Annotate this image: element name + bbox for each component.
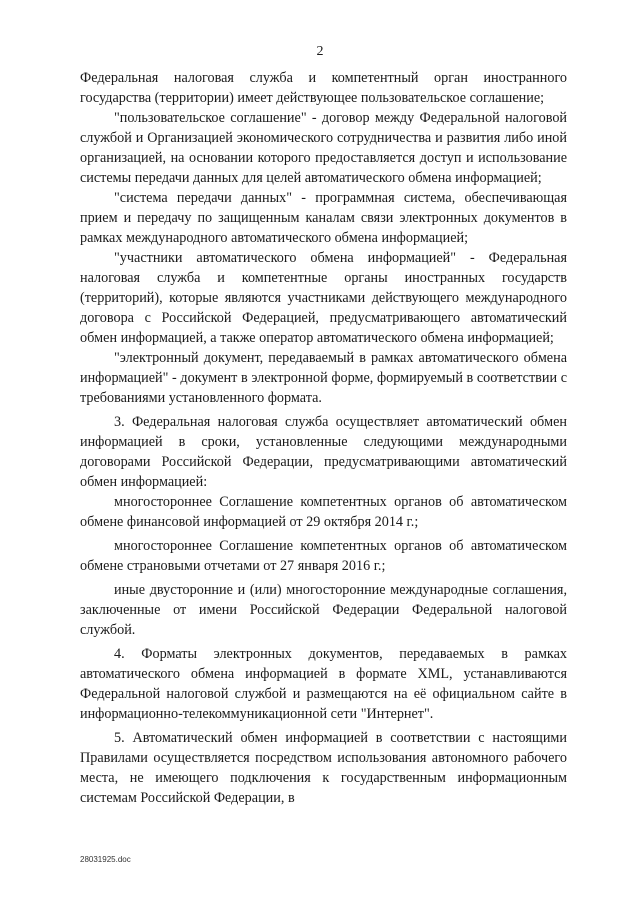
definition-data-transfer-system: "система передачи данных" - программная система, обеспечивающая прием и передачу по защищенным каналам связи электронных документов в рамках международного автоматического обмена информацией; [80, 190, 567, 246]
document-body [80, 68, 567, 808]
clause-3-item-2: многостороннее Соглашение компетентных органов об автоматическом обмене страновыми отчетами от 27 января 2016 г.; [80, 538, 567, 574]
clause-3-item-1: многостороннее Соглашение компетентных органов об автоматическом обмене финансовой информацией от 29 октября 2014 г.; [80, 494, 567, 530]
clause-3-item-3: иные двусторонние и (или) многосторонние международные соглашения, заключенные от имени Российской Федерации Федеральной налоговой службой. [80, 582, 567, 638]
clause-5: 5. Автоматический обмен информацией в соответствии с настоящими Правилами осуществляется посредством использования автономного рабочего места, не имеющего подключения к государственным информационным системам Российской Федерации, в [80, 730, 567, 806]
page-number: 2 [316, 44, 324, 59]
paragraph-continuation: Федеральная налоговая служба и компетентный орган иностранного государства (территории) имеет действующее пользовательское соглашение; [80, 70, 567, 106]
clause-4: 4. Форматы электронных документов, передаваемых в рамках автоматического обмена информацией в формате XML, устанавливаются Федеральной налоговой службой и размещаются на её официальном сайте в информационно-телекоммуникационной сети "Интернет". [80, 646, 567, 722]
definition-user-agreement: "пользовательское соглашение" - договор между Федеральной налоговой службой и Организацией экономического сотрудничества и развития либо иной организацией, на основании которого предоставляется доступ и использование системы передачи данных для целей автоматического обмена информацией; [80, 110, 567, 186]
definition-exchange-participants: "участники автоматического обмена информацией" - Федеральная налоговая служба и компетентные органы иностранных государств (территорий), которые являются участниками действующего международного договора с Российской Федерацией, предусматривающего автоматический обмен информацией, а также оператор автоматического обмена информацией; [80, 250, 567, 346]
definition-electronic-document: "электронный документ, передаваемый в рамках автоматического обмена информацией" - документ в электронной форме, формируемый в соответствии с требованиями установленного формата. [80, 350, 567, 406]
clause-3: 3. Федеральная налоговая служба осуществляет автоматический обмен информацией в сроки, установленные следующими международными договорами Российской Федерации, предусматривающими автоматический обмен информацией: [80, 414, 567, 490]
footer-filename: 28031925.doc [80, 855, 131, 864]
